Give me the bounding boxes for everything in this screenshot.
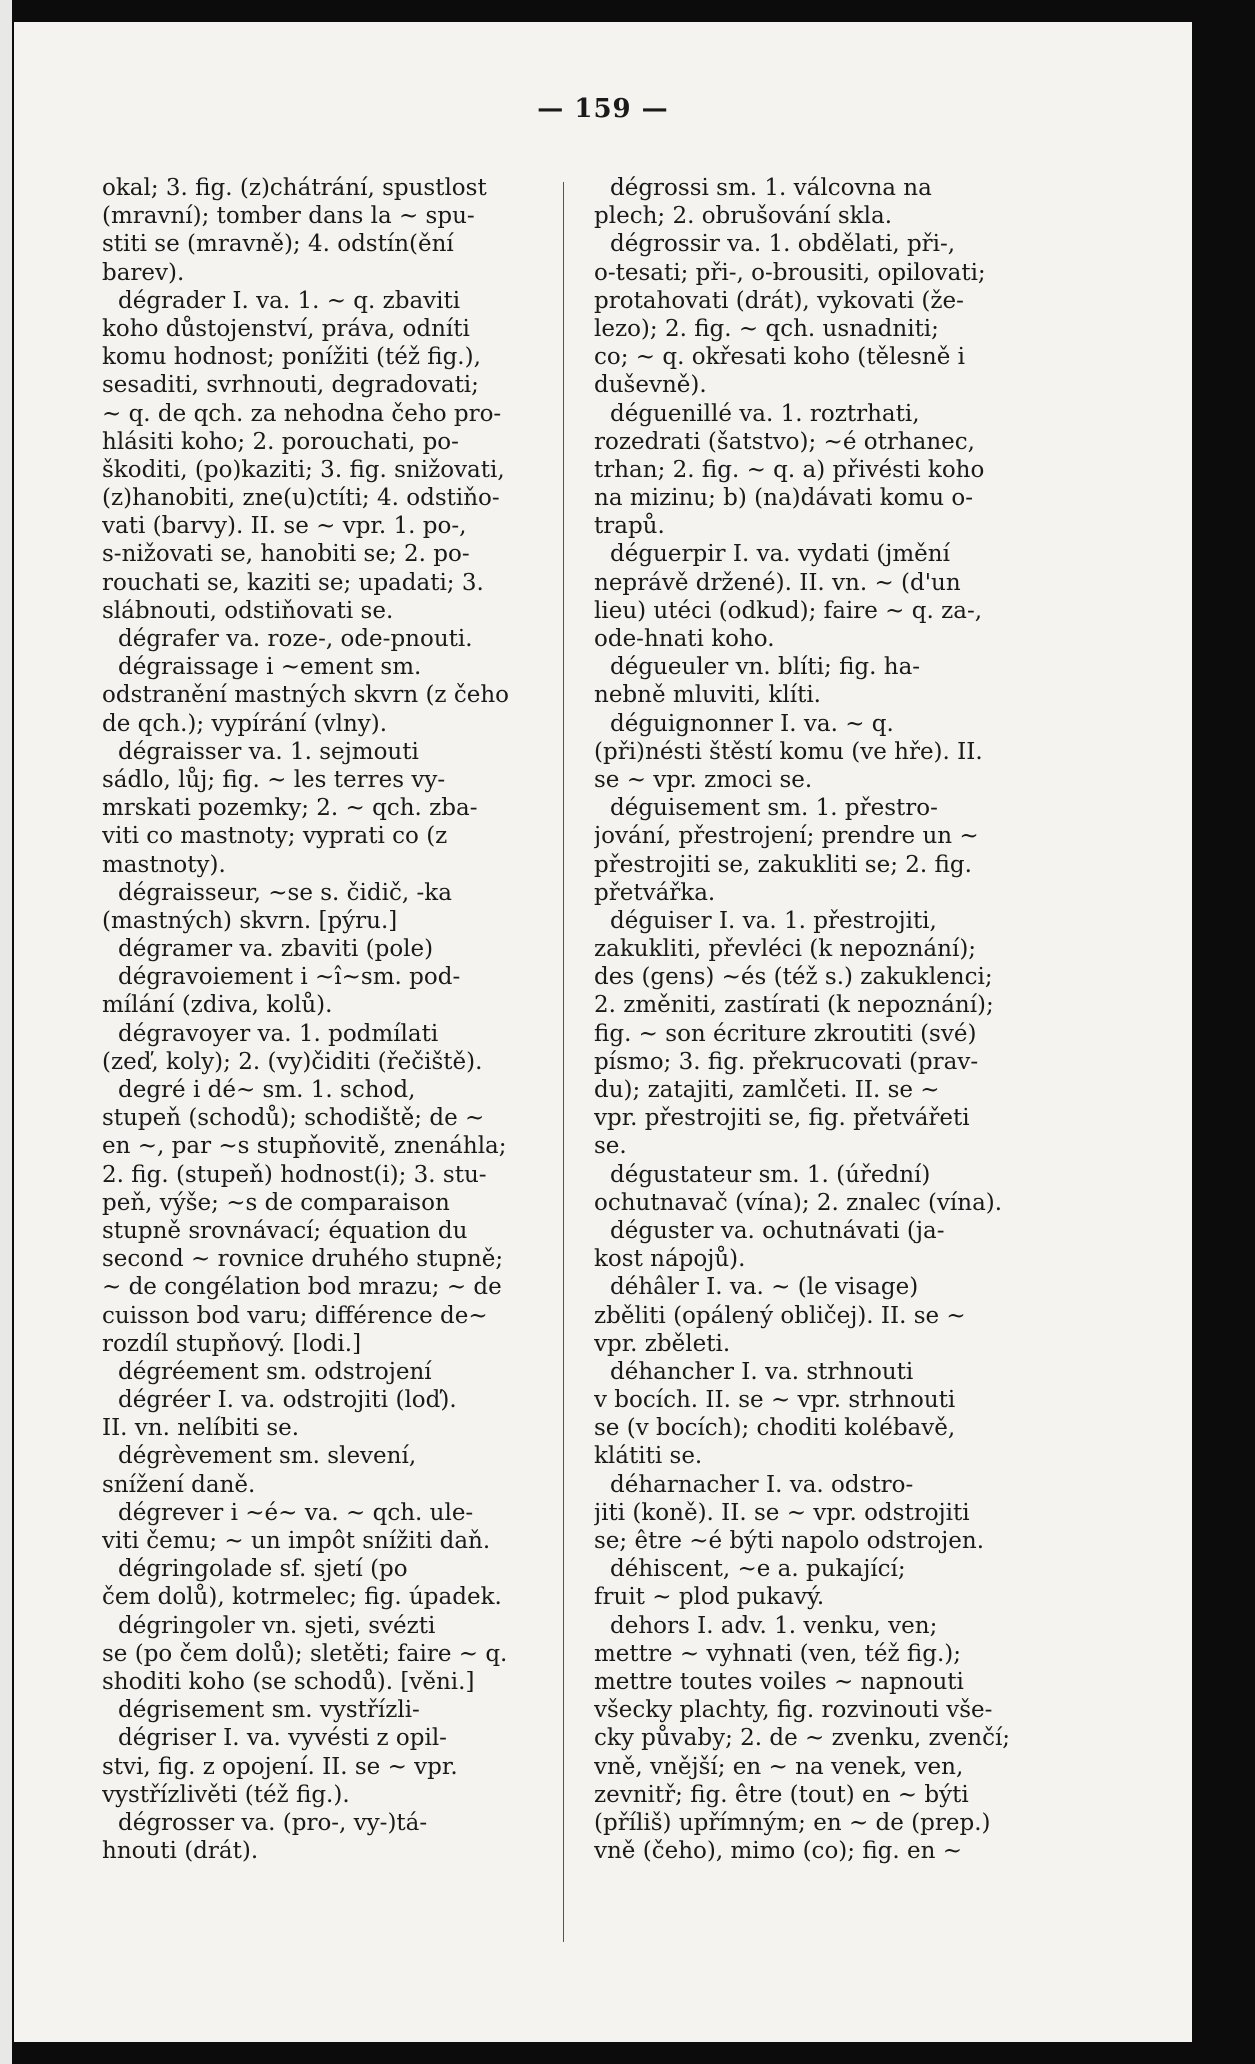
entry-headword-line: dégramer va. zbaviti (pole)	[118, 936, 434, 963]
entry-text-line: peň, výše; ~s de comparaison	[102, 1189, 450, 1216]
entry-headword-line: déguster va. ochutnávati (ja-	[610, 1217, 945, 1244]
entry-text-line: (z)hanobiti, zne(u)ctíti; 4. odstiňo-	[102, 485, 500, 512]
entry-headword-line: dégraisser va. 1. sejmouti	[118, 738, 419, 765]
entry-headword-line: dégraisseur, ~se s. čidič, -ka	[118, 879, 452, 906]
entry-text-line: en ~, par ~s stupňovitě, znenáhla;	[102, 1133, 507, 1160]
entry-text-line: ode-hnati koho.	[594, 626, 775, 652]
entry-text-line: přestrojiti se, zakukliti se; 2. fig.	[594, 851, 972, 878]
entry-text-line: fruit ~ plod pukavý.	[594, 1584, 825, 1611]
entry-text-line: nebně mluviti, klíti.	[594, 682, 821, 709]
entry-text-line: škoditi, (po)kaziti; 3. fig. snižovati,	[102, 456, 505, 483]
entry-text-line: všecky plachty, fig. rozvinouti vše-	[594, 1697, 993, 1724]
entry-headword-line: déguiser I. va. 1. přestrojiti,	[610, 907, 937, 934]
entry-headword-line: dégraissage i ~ement sm.	[118, 654, 422, 681]
entry-text-line: rozdíl stupňový. [lodi.]	[102, 1330, 362, 1357]
entry-headword-line: dehors I. adv. 1. venku, ven;	[610, 1612, 938, 1639]
entry-text-line: duševně).	[594, 372, 707, 399]
entry-text-line: koho důstojenství, práva, odníti	[102, 315, 470, 342]
entry-text-line: stupeň (schodů); schodiště; de ~	[102, 1105, 485, 1132]
entry-headword-line: déguignonner I. va. ~ q.	[610, 710, 894, 737]
entry-headword-line: dégravoyer va. 1. podmílati	[118, 1020, 439, 1047]
entry-headword-line: déhâler I. va. ~ (le visage)	[610, 1274, 919, 1301]
entry-text-line: písmo; 3. fig. překrucovati (prav-	[594, 1048, 979, 1075]
entry-text-line: hnouti (drát).	[102, 1838, 259, 1865]
entry-text-line: čem dolů), kotrmelec; fig. úpadek.	[102, 1584, 502, 1611]
entry-text-line: slábnouti, odstiňovati se.	[102, 597, 394, 624]
entry-text-line: lieu) utéci (odkud); faire ~ q. za-,	[594, 597, 983, 624]
entry-text-line: se (v bocích); choditi kolébavě,	[594, 1415, 956, 1442]
entry-text-line: vně (čeho), mimo (co); fig. en ~	[594, 1838, 963, 1865]
entry-text-line: s-nižovati se, hanobiti se; 2. po-	[102, 541, 470, 568]
entry-text-line: se (po čem dolů); sletěti; faire ~ q.	[102, 1640, 508, 1667]
entry-headword-line: degré i dé~ sm. 1. schod,	[118, 1077, 416, 1103]
entry-text-line: o-tesati; při-, o-brousiti, opilovati;	[594, 259, 986, 286]
entry-text-line: plech; 2. obrušování skla.	[594, 203, 893, 230]
entry-headword-line: dégriser I. va. vyvésti z opil-	[118, 1725, 447, 1752]
entry-text-line: stiti se (mravně); 4. odstín(ění	[102, 231, 454, 258]
dictionary-page	[14, 22, 1192, 2042]
entry-text-line: hlásiti koho; 2. porouchati, po-	[102, 428, 459, 455]
entry-text-line: 2. fig. (stupeň) hodnost(i); 3. stu-	[102, 1161, 487, 1188]
entry-text-line: přetvářka.	[594, 879, 716, 906]
entry-headword-line: dégréer I. va. odstrojiti (loď).	[118, 1387, 457, 1414]
entry-text-line: stvi, fig. z opojení. II. se ~ vpr.	[102, 1753, 458, 1780]
entry-text-line: se; être ~é býti napolo odstrojen.	[594, 1528, 985, 1554]
entry-headword-line: dégringolade sf. sjetí (po	[118, 1556, 408, 1583]
entry-text-line: de qch.); vypírání (vlny).	[102, 710, 388, 737]
entry-headword-line: dégrisement sm. vystřízli-	[118, 1697, 420, 1724]
entry-text-line: (mastných) skvrn. [pýru.]	[102, 907, 398, 934]
entry-text-line: mettre ~ vyhnati (ven, též fig.);	[594, 1640, 962, 1667]
entry-text-line: cuisson bod varu; différence de~	[102, 1302, 488, 1329]
entry-headword-line: dégustateur sm. 1. (úřední)	[610, 1161, 931, 1188]
entry-headword-line: dégréement sm. odstrojení	[118, 1358, 432, 1385]
entry-text-line: komu hodnost; ponížiti (též fig.),	[102, 344, 481, 371]
entry-text-line: (příliš) upřímným; en ~ de (prep.)	[594, 1809, 991, 1836]
entry-text-line: jiti (koně). II. se ~ vpr. odstrojiti	[594, 1499, 970, 1526]
entry-text-line: vystřízlivěti (též fig.).	[102, 1781, 350, 1808]
entry-headword-line: dégrader I. va. 1. ~ q. zbaviti	[118, 287, 461, 314]
entry-headword-line: dégueuler vn. blíti; fig. ha-	[610, 654, 921, 681]
entry-text-line: second ~ rovnice druhého stupně;	[102, 1246, 504, 1273]
left-page-edge	[0, 0, 12, 2064]
entry-text-line: cky půvaby; 2. de ~ zvenku, zvenčí;	[594, 1725, 1011, 1752]
entry-text-line: odstranění mastných skvrn (z čeho	[102, 682, 510, 709]
entry-headword-line: dégringoler vn. sjeti, svézti	[118, 1612, 436, 1639]
entry-text-line: neprávě držené). II. vn. ~ (d'un	[594, 569, 961, 596]
entry-text-line: rozedrati (šatstvo); ~é otrhanec,	[594, 428, 975, 455]
entry-text-line: kost nápojů).	[594, 1246, 746, 1273]
entry-text-line: sesaditi, svrhnouti, degradovati;	[102, 372, 479, 399]
entry-text-line: se ~ vpr. zmoci se.	[594, 766, 813, 793]
entry-text-line: zevnitř; fig. être (tout) en ~ býti	[594, 1781, 969, 1808]
entry-text-line: lezo); 2. fig. ~ qch. usnadniti;	[594, 315, 939, 342]
entry-text-line: trhan; 2. fig. ~ q. a) přivésti koho	[594, 456, 985, 483]
entry-headword-line: déhiscent, ~e a. pukající;	[610, 1556, 906, 1583]
entry-text-line: (mravní); tomber dans la ~ spu-	[102, 203, 475, 230]
entry-headword-line: dégrosser va. (pro-, vy-)tá-	[118, 1809, 428, 1836]
entry-text-line: v bocích. II. se ~ vpr. strhnouti	[594, 1387, 956, 1414]
entry-text-line: des (gens) ~és (též s.) zakuklenci;	[594, 964, 993, 991]
entry-text-line: vně, vnější; en ~ na venek, ven,	[594, 1753, 964, 1780]
entry-headword-line: dégrèvement sm. slevení,	[118, 1443, 417, 1470]
entry-headword-line: déguenillé va. 1. roztrhati,	[610, 400, 920, 427]
entry-text-line: vati (barvy). II. se ~ vpr. 1. po-,	[102, 513, 467, 540]
entry-headword-line: déharnacher I. va. odstro-	[610, 1471, 914, 1498]
entry-text-line: II. vn. nelíbiti se.	[102, 1415, 300, 1442]
entry-text-line: zběliti (opálený obličej). II. se ~	[594, 1302, 966, 1329]
entry-text-line: mettre toutes voiles ~ napnouti	[594, 1668, 964, 1695]
entry-text-line: okal; 3. fig. (z)chátrání, spustlost	[102, 175, 487, 201]
entry-headword-line: dégrever i ~é~ va. ~ qch. ule-	[118, 1499, 474, 1526]
entry-text-line: vpr. přestrojiti se, fig. přetvářeti	[594, 1105, 970, 1132]
entry-text-line: rouchati se, kaziti se; upadati; 3.	[102, 569, 484, 596]
left-column	[102, 174, 552, 1865]
entry-text-line: stupně srovnávací; équation du	[102, 1217, 468, 1244]
entry-text-line: vpr. zběleti.	[594, 1330, 731, 1357]
entry-text-line: klátiti se.	[594, 1443, 703, 1470]
entry-text-line: co; ~ q. okřesati koho (tělesně i	[594, 344, 965, 371]
entry-headword-line: dégrossir va. 1. obdělati, při-,	[610, 231, 956, 258]
entry-text-line: ~ de congélation bod mrazu; ~ de	[102, 1274, 502, 1301]
entry-text-line: shoditi koho (se schodů). [věni.]	[102, 1668, 475, 1695]
entry-text-line: protahovati (drát), vykovati (že-	[594, 287, 964, 314]
entry-text-line: ochutnavač (vína); 2. znalec (vína).	[594, 1189, 1003, 1216]
entry-text-line: viti čemu; ~ un impôt snížiti daň.	[102, 1528, 491, 1554]
entry-text-line: barev).	[102, 259, 185, 286]
entry-headword-line: dégravoiement i ~î~sm. pod-	[118, 964, 461, 991]
entry-text-line: trapů.	[594, 513, 665, 540]
entry-text-line: sádlo, lůj; fig. ~ les terres vy-	[102, 766, 446, 793]
entry-headword-line: déguisement sm. 1. přestro-	[610, 795, 938, 822]
entry-text-line: (zeď, koly); 2. (vy)čiditi (řečiště).	[102, 1048, 483, 1075]
entry-text-line: (při)nésti štěstí komu (ve hře). II.	[594, 738, 983, 765]
entry-text-line: 2. změniti, zastírati (k nepoznání);	[594, 992, 994, 1019]
column-divider	[563, 182, 564, 1942]
entry-text-line: mrskati pozemky; 2. ~ qch. zba-	[102, 795, 478, 822]
entry-text-line: zakukliti, převléci (k nepoznání);	[594, 936, 977, 963]
entry-headword-line: déguerpir I. va. vydati (jmění	[610, 541, 950, 568]
entry-headword-line: déhancher I. va. strhnouti	[610, 1358, 914, 1385]
entry-text-line: mílání (zdiva, kolů).	[102, 992, 333, 1019]
entry-text-line: fig. ~ son écriture zkroutiti (své)	[594, 1020, 977, 1047]
page-number: — 159 —	[537, 94, 669, 124]
entry-text-line: na mizinu; b) (na)dávati komu o-	[594, 485, 974, 512]
entry-text-line: mastnoty).	[102, 851, 226, 878]
entry-text-line: se.	[594, 1133, 627, 1160]
entry-text-line: jování, přestrojení; prendre un ~	[594, 823, 979, 850]
entry-text-line: ~ q. de qch. za nehodna čeho pro-	[102, 400, 502, 427]
entry-text-line: snížení daně.	[102, 1471, 256, 1498]
entry-headword-line: dégrossi sm. 1. válcovna na	[610, 175, 932, 201]
entry-headword-line: dégrafer va. roze-, ode-pnouti.	[118, 626, 473, 652]
entry-text-line: du); zatajiti, zamlčeti. II. se ~	[594, 1077, 940, 1103]
right-column	[594, 174, 1044, 1865]
entry-text-line: viti co mastnoty; vyprati co (z	[102, 823, 448, 850]
